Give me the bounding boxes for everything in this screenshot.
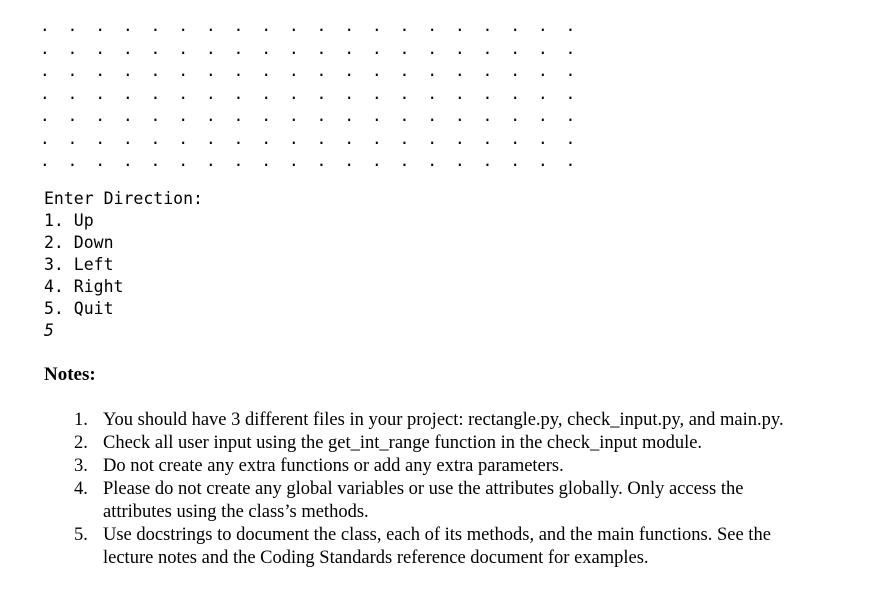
grid-row: . . . . . . . . . . . . . . . . . . . . bbox=[40, 151, 580, 170]
menu-option-quit: 5. Quit bbox=[44, 299, 114, 318]
console-output bbox=[44, 188, 203, 342]
direction-prompt: Enter Direction: bbox=[44, 189, 203, 208]
list-item-number: 3. bbox=[74, 456, 88, 476]
menu-option-down: 2. Down bbox=[44, 233, 114, 252]
menu-option-up: 1. Up bbox=[44, 211, 94, 230]
grid-row: . . . . . . . . . . . . . . . . . . . . bbox=[40, 38, 580, 58]
list-item bbox=[74, 478, 814, 524]
grid-row: . . . . . . . . . . . . . . . . . . . . bbox=[40, 106, 580, 125]
list-item-text: Check all user input using the get_int_range function in the check_input module. bbox=[103, 433, 703, 453]
list-item-number: 4. bbox=[74, 479, 88, 499]
grid-row: . . . . . . . . . . . . . . . . . . . . bbox=[40, 61, 580, 80]
user-input-value: 5 bbox=[44, 321, 54, 340]
grid-row: . . . . . . . . . . . . . . . . . . . . bbox=[40, 128, 580, 148]
list-item-text: Please do not create any global variables or use the attributes globally. Only access the attributes using the class’s methods. bbox=[103, 479, 744, 522]
list-item-text: Do not create any extra functions or add any extra parameters. bbox=[103, 456, 564, 476]
menu-option-right: 4. Right bbox=[44, 277, 124, 296]
list-item-text: You should have 3 different files in your project: rectangle.py, check_input.py, and main.py. bbox=[103, 410, 784, 430]
list-item-number: 1. bbox=[74, 410, 88, 430]
dot-grid bbox=[40, 15, 580, 173]
notes-list bbox=[74, 409, 814, 570]
list-item bbox=[74, 409, 814, 432]
list-item bbox=[74, 432, 814, 455]
list-item-number: 5. bbox=[74, 525, 88, 545]
list-item-text: Use docstrings to document the class, each of its methods, and the main functions. See the lecture notes and the Coding Standards reference document for examples. bbox=[103, 525, 771, 568]
list-item-number: 2. bbox=[74, 433, 88, 453]
grid-row: . . . . . . . . . . . . . . . . . . . . bbox=[40, 83, 580, 103]
grid-row: . . . . . . . . . . . . . . . . . . . . bbox=[40, 16, 580, 35]
list-item bbox=[74, 524, 814, 570]
notes-heading: Notes: bbox=[44, 364, 96, 385]
list-item bbox=[74, 455, 814, 478]
menu-option-left: 3. Left bbox=[44, 255, 114, 274]
